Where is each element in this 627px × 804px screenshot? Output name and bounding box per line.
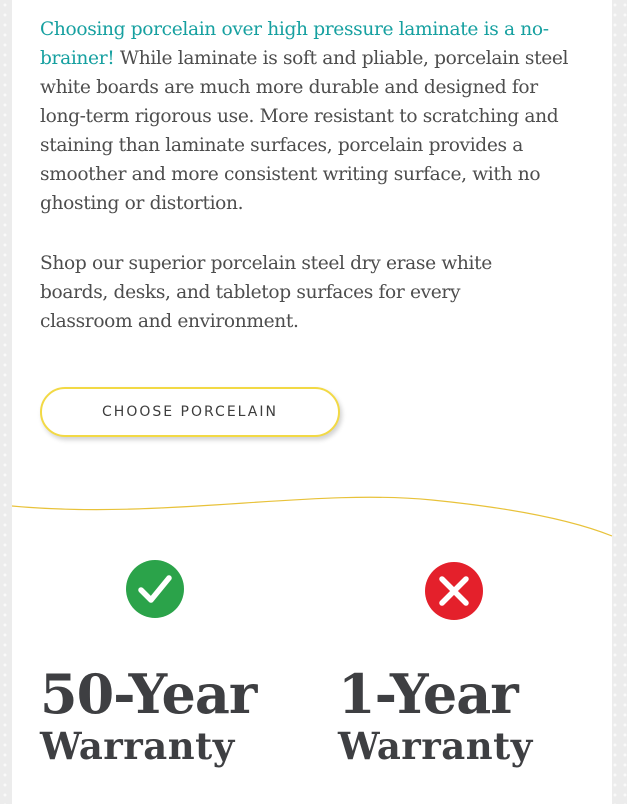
check-icon xyxy=(126,560,184,618)
intro-highlight: Choosing porcelain over high pressure laminate is a no-brainer! xyxy=(40,19,549,69)
content-card xyxy=(12,0,612,804)
intro-body: While laminate is soft and pliable, porcelain steel white boards are much more durable and designed for long-term rigorous use. More resistant to scratching and staining than laminate surfaces, porcelain provides a smoother and more consistent writing surface, with no ghosting or distortion. xyxy=(40,48,569,214)
porcelain-warranty-years: 50-Year xyxy=(40,662,257,726)
shop-paragraph: Shop our superior porcelain steel dry erase white boards, desks, and tabletop surfaces for every classroom and environment. xyxy=(40,253,492,332)
x-badge xyxy=(425,562,483,620)
laminate-warranty-label: Warranty xyxy=(338,724,533,768)
intro-paragraph xyxy=(40,15,570,218)
laminate-warranty-years: 1-Year xyxy=(338,662,518,726)
porcelain-warranty xyxy=(40,662,256,766)
choose-porcelain-button[interactable]: CHOOSE PORCELAIN xyxy=(40,387,340,437)
check-badge xyxy=(126,560,184,618)
wave-divider xyxy=(12,490,612,550)
porcelain-warranty-label: Warranty xyxy=(40,724,235,768)
x-icon xyxy=(425,562,483,620)
laminate-warranty xyxy=(338,662,533,766)
